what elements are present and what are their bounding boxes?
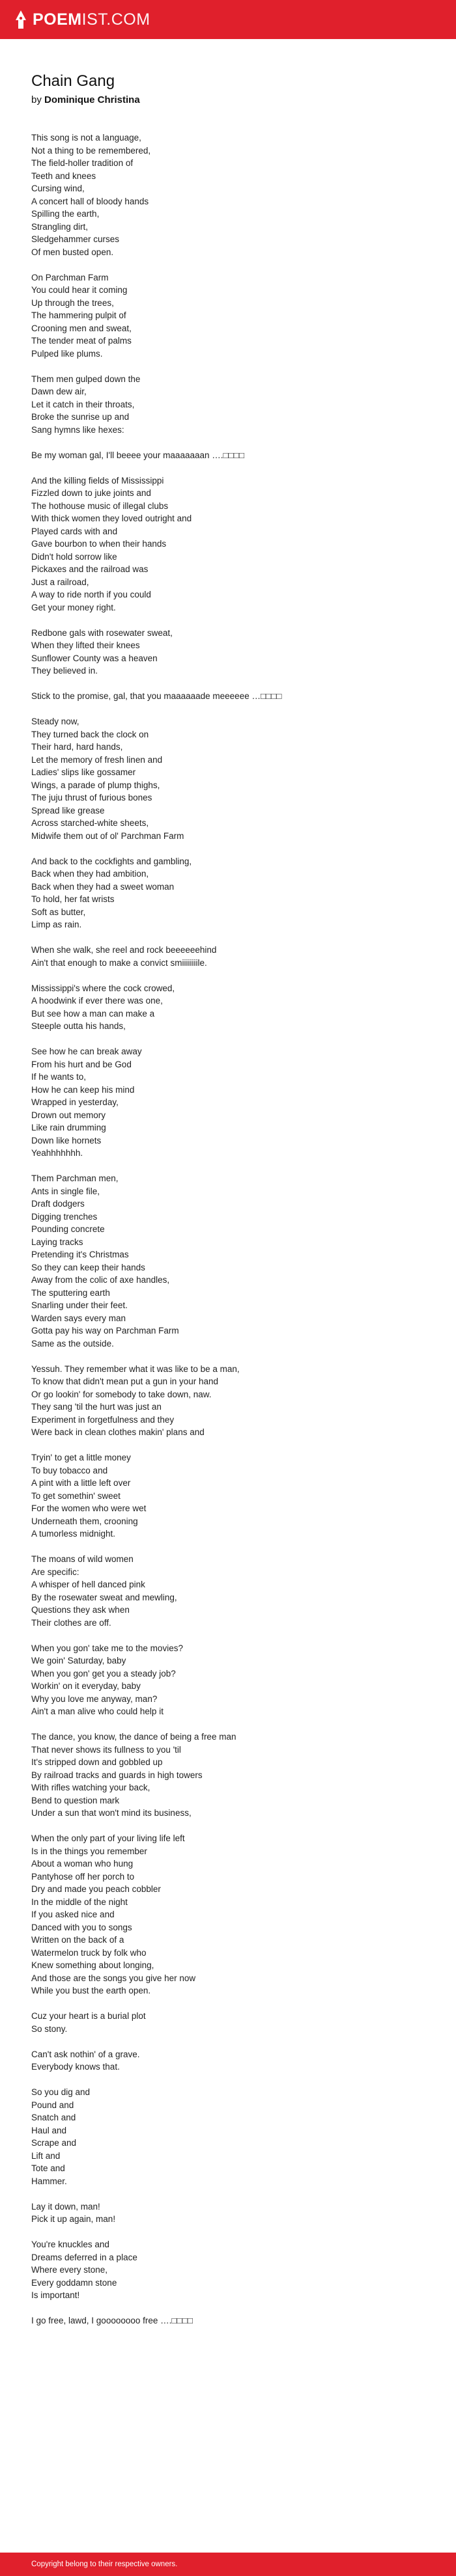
poem-stanza bbox=[31, 474, 422, 614]
site-logo[interactable] bbox=[33, 10, 150, 29]
poem-line: Broke the sunrise up and bbox=[31, 412, 130, 422]
poem-line: Them Parchman men, bbox=[31, 1173, 119, 1183]
poem-line: Limp as rain. bbox=[31, 920, 82, 929]
poem-line: And back to the cockfights and gambling, bbox=[31, 856, 192, 866]
poem-line: Pickaxes and the railroad was bbox=[31, 564, 149, 574]
poem-line: Away from the colic of axe handles, bbox=[31, 1275, 170, 1285]
poem-line: Midwife them out of ol' Parchman Farm bbox=[31, 830, 184, 841]
poem-line: Dreams deferred in a place bbox=[31, 2252, 137, 2262]
poem-line: Sunflower County was a heaven bbox=[31, 653, 158, 663]
poem-line: Pounding concrete bbox=[31, 1224, 105, 1234]
poem-line: Written on the back of a bbox=[31, 1935, 124, 1945]
poem-line: I go free, lawd, I goooooooo free ….□□□□ bbox=[31, 2316, 193, 2325]
poem-line: Yeahhhhhhh. bbox=[31, 1148, 83, 1158]
poem-line: Ain't that enough to make a convict smiiiiiiiile. bbox=[31, 957, 207, 968]
poem-stanza bbox=[31, 1731, 422, 1820]
poem-line: Them men gulped down the bbox=[31, 374, 141, 384]
poem-line: We goin' Saturday, baby bbox=[31, 1656, 126, 1665]
poem-line: Ants in single file, bbox=[31, 1186, 100, 1196]
poem-line: While you bust the earth open. bbox=[31, 1986, 151, 1995]
poem-line: Gave bourbon to when their hands bbox=[31, 539, 167, 549]
poem-line: Tote and bbox=[31, 2163, 65, 2173]
poem-line: They sang 'til the hurt was just an bbox=[31, 1402, 162, 1412]
poem-line: Workin' on it everyday, baby bbox=[31, 1681, 141, 1691]
poem-line: Steady now, bbox=[31, 717, 79, 726]
poem-line: Wrapped in yesterday, bbox=[31, 1097, 119, 1107]
poem-line: Warden says every man bbox=[31, 1313, 126, 1323]
poem-line: Spilling the earth, bbox=[31, 209, 100, 219]
poem-stanza bbox=[31, 627, 422, 678]
poem-line: Pick it up again, man! bbox=[31, 2214, 116, 2224]
poem-line: To hold, her fat wrists bbox=[31, 894, 115, 904]
poem-line: Laying tracks bbox=[31, 1237, 83, 1247]
poem-line: For the women who were wet bbox=[31, 1503, 147, 1513]
poem-line: Pretending it's Christmas bbox=[31, 1250, 129, 1259]
poem-line: From his hurt and be God bbox=[31, 1059, 132, 1069]
poem-line: If he wants to, bbox=[31, 1072, 87, 1082]
poem-stanza bbox=[31, 373, 422, 437]
poem-line: Haul and bbox=[31, 2125, 67, 2135]
poem-line: Same as the outside. bbox=[31, 1338, 114, 1349]
site-footer bbox=[0, 2553, 456, 2576]
poem-line: Sang hymns like hexes: bbox=[31, 424, 124, 435]
poem-line: Like rain drumming bbox=[31, 1123, 106, 1132]
logo-bold-text: POEM bbox=[33, 10, 82, 29]
poem-line: A concert hall of bloody hands bbox=[31, 196, 149, 206]
poem-line: Teeth and knees bbox=[31, 171, 96, 181]
poem-line: Their hard, hard hands, bbox=[31, 742, 123, 752]
poem-line: Cuz your heart is a burial plot bbox=[31, 2011, 146, 2021]
poem-line: Underneath them, crooning bbox=[31, 1516, 138, 1526]
poem-stanza bbox=[31, 2048, 422, 2074]
poem-line: A hoodwink if ever there was one, bbox=[31, 996, 163, 1006]
poem-line: In the middle of the night bbox=[31, 1897, 128, 1907]
poem-line: But see how a man can make a bbox=[31, 1008, 155, 1019]
poem-line: Why you love me anyway, man? bbox=[31, 1693, 158, 1704]
poem-title: Chain Gang bbox=[31, 72, 115, 90]
poem-line: Pound and bbox=[31, 2100, 74, 2110]
poem-line: With thick women they loved outright and bbox=[31, 514, 192, 523]
poem-stanza bbox=[31, 131, 422, 258]
poem-line: Soft as butter, bbox=[31, 907, 86, 917]
poem-line: By the rosewater sweat and mewling, bbox=[31, 1592, 177, 1602]
poem-stanza bbox=[31, 2086, 422, 2187]
poem-line: Ain't a man alive who could help it bbox=[31, 1706, 164, 1716]
poem-line: To get somethin' sweet bbox=[31, 1490, 121, 1501]
poem-line: Steeple outta his hands, bbox=[31, 1021, 126, 1031]
poem-line: Of men busted open. bbox=[31, 247, 114, 257]
poem-stanza bbox=[31, 690, 422, 703]
poem-line: Where every stone, bbox=[31, 2265, 108, 2275]
poem-line: Not a thing to be remembered, bbox=[31, 145, 151, 156]
poem-line: Down like hornets bbox=[31, 1135, 102, 1145]
poem-line: Redbone gals with rosewater sweat, bbox=[31, 627, 173, 638]
poem-line: Were back in clean clothes makin' plans and bbox=[31, 1427, 205, 1437]
poem-line: The field-holler tradition of bbox=[31, 158, 134, 168]
poem-line: Back when they had a sweet woman bbox=[31, 881, 175, 892]
poem-byline bbox=[31, 94, 422, 107]
poem-line: Drown out memory bbox=[31, 1110, 106, 1120]
poem-line: Crooning men and sweat, bbox=[31, 323, 132, 333]
poem-line: It's stripped down and gobbled up bbox=[31, 1757, 163, 1767]
poem-line: Stick to the promise, gal, that you maaaaaade meeeeee …□□□□ bbox=[31, 691, 282, 701]
poem-line: Lay it down, man! bbox=[31, 2201, 100, 2212]
poem-stanza bbox=[31, 944, 422, 969]
poem-line: Back when they had ambition, bbox=[31, 869, 149, 879]
poem-line: Bend to question mark bbox=[31, 1795, 120, 1805]
poem-line: Didn't hold sorrow like bbox=[31, 551, 117, 562]
poem-body bbox=[31, 131, 422, 2327]
poem-line: Their clothes are off. bbox=[31, 1617, 111, 1628]
poem-line: Tryin' to get a little money bbox=[31, 1453, 131, 1462]
poem-line: Be my woman gal, I'll beeee your maaaaaaan ….□□□□ bbox=[31, 450, 245, 460]
poem-line: The dance, you know, the dance of being a free man bbox=[31, 1732, 236, 1742]
poem-line: Snarling under their feet. bbox=[31, 1300, 128, 1310]
poem-line: You're knuckles and bbox=[31, 2240, 109, 2249]
copyright-text: Copyright belong to their respective owners. bbox=[31, 2560, 178, 2568]
poem-line: If you asked nice and bbox=[31, 1910, 115, 1919]
poem-line: Get your money right. bbox=[31, 602, 116, 612]
poem-line: They turned back the clock on bbox=[31, 729, 149, 739]
poem-line: Strangling dirt, bbox=[31, 221, 89, 232]
poem-line: Lift and bbox=[31, 2150, 61, 2161]
poem-line: The sputtering earth bbox=[31, 1287, 110, 1298]
poem-stanza bbox=[31, 271, 422, 361]
poem-line: Is in the things you remember bbox=[31, 1846, 147, 1856]
byline-prefix: by bbox=[31, 94, 42, 105]
poem-line: Let the memory of fresh linen and bbox=[31, 754, 163, 765]
poem-line: How he can keep his mind bbox=[31, 1084, 135, 1095]
poem-author[interactable]: Dominique Christina bbox=[44, 94, 140, 105]
poem-line: Dawn dew air, bbox=[31, 387, 87, 396]
poem-line: Danced with you to songs bbox=[31, 1922, 132, 1932]
poem-stanza bbox=[31, 2010, 422, 2035]
poem-line: Pulped like plums. bbox=[31, 348, 103, 359]
poem-line: Fizzled down to juke joints and bbox=[31, 488, 151, 498]
poem-line: Or go lookin' for somebody to take down, naw. bbox=[31, 1389, 212, 1399]
poem-line: Is important! bbox=[31, 2290, 80, 2300]
poem-line: Mississippi's where the cock crowed, bbox=[31, 983, 175, 993]
poem-line: Snatch and bbox=[31, 2113, 76, 2122]
poem-line: A pint with a little left over bbox=[31, 1478, 131, 1488]
poem-line: You could hear it coming bbox=[31, 285, 128, 295]
poem-line: Under a sun that won't mind its business, bbox=[31, 1808, 192, 1818]
poem-line: Gotta pay his way on Parchman Farm bbox=[31, 1326, 179, 1336]
poem-line: A tumorless midnight. bbox=[31, 1529, 116, 1539]
poem-line: That never shows its fullness to you 'til bbox=[31, 1744, 181, 1755]
poem-line: They believed in. bbox=[31, 666, 98, 676]
poem-stanza bbox=[31, 1451, 422, 1541]
poem-line: Can't ask nothin' of a grave. bbox=[31, 2049, 140, 2059]
poem-line: Scrape and bbox=[31, 2138, 77, 2148]
poem-line: Across starched-white sheets, bbox=[31, 818, 149, 828]
poem-stanza bbox=[31, 2200, 422, 2226]
poem-line: Draft dodgers bbox=[31, 1199, 85, 1209]
poem-line: Dry and made you peach cobbler bbox=[31, 1884, 161, 1894]
poem-line: Questions they ask when bbox=[31, 1605, 130, 1615]
poem-line: Played cards with and bbox=[31, 526, 118, 536]
poem-line: The hammering pulpit of bbox=[31, 310, 126, 320]
pen-nib-icon[interactable] bbox=[14, 10, 27, 29]
poem-line: So you dig and bbox=[31, 2087, 91, 2097]
poem-stanza bbox=[31, 1642, 422, 1718]
poem-line: Experiment in forgetfulness and they bbox=[31, 1414, 175, 1425]
poem-line: Up through the trees, bbox=[31, 297, 114, 308]
poem-line: Hammer. bbox=[31, 2176, 67, 2186]
poem-line: When you gon' get you a steady job? bbox=[31, 1668, 176, 1679]
poem-line: And the killing fields of Mississippi bbox=[31, 475, 164, 486]
poem-line: When you gon' take me to the movies? bbox=[31, 1643, 183, 1653]
poem-line: Watermelon truck by folk who bbox=[31, 1947, 147, 1958]
poem-line: So they can keep their hands bbox=[31, 1262, 145, 1272]
poem-line: Spread like grease bbox=[31, 805, 105, 815]
poem-stanza bbox=[31, 1172, 422, 1350]
poem-line: Ladies' slips like gossamer bbox=[31, 767, 136, 777]
site-header bbox=[0, 0, 456, 39]
poem-line: See how he can break away bbox=[31, 1047, 142, 1056]
poem-line: Are specific: bbox=[31, 1567, 79, 1577]
poem-line: So stony. bbox=[31, 2023, 68, 2034]
poem-line: Just a railroad, bbox=[31, 577, 89, 587]
poem-line: Digging trenches bbox=[31, 1211, 98, 1222]
poem-line: To buy tobacco and bbox=[31, 1465, 108, 1475]
poem-line: Wings, a parade of plump thighs, bbox=[31, 780, 160, 790]
poem-line: The hothouse music of illegal clubs bbox=[31, 500, 169, 511]
poem-line: To know that didn't mean put a gun in your hand bbox=[31, 1377, 219, 1386]
poem-stanza bbox=[31, 855, 422, 931]
poem-stanza bbox=[31, 1363, 422, 1439]
poem-line: This song is not a language, bbox=[31, 133, 141, 143]
poem-line: Cursing wind, bbox=[31, 184, 85, 193]
poem-stanza bbox=[31, 2238, 422, 2302]
poem-stanza bbox=[31, 715, 422, 842]
poem-line: The moans of wild women bbox=[31, 1554, 134, 1564]
poem-line: Pantyhose off her porch to bbox=[31, 1871, 135, 1882]
poem-stanza bbox=[31, 982, 422, 1033]
poem-stanza bbox=[31, 449, 422, 462]
poem-line: About a woman who hung bbox=[31, 1859, 134, 1869]
poem-stanza bbox=[31, 1553, 422, 1629]
poem-line: The juju thrust of furious bones bbox=[31, 793, 152, 802]
poem-line: Yessuh. They remember what it was like to be a man, bbox=[31, 1363, 240, 1374]
poem-line: And those are the songs you give her now bbox=[31, 1973, 196, 1983]
poem-line: By railroad tracks and guards in high towers bbox=[31, 1770, 203, 1780]
logo-light-text: IST.COM bbox=[81, 10, 150, 29]
poem-line: On Parchman Farm bbox=[31, 272, 109, 282]
poem-line: When she walk, she reel and rock beeeeeehind bbox=[31, 945, 217, 955]
poem-line: A whisper of hell danced pink bbox=[31, 1580, 145, 1589]
poem-line: When the only part of your living life left bbox=[31, 1833, 185, 1843]
poem-line: The tender meat of palms bbox=[31, 336, 132, 346]
poem-line: Everybody knows that. bbox=[31, 2062, 120, 2072]
poem-line: With rifles watching your back, bbox=[31, 1783, 150, 1792]
poem-stanza bbox=[31, 1832, 422, 1997]
poem-line: When they lifted their knees bbox=[31, 640, 140, 650]
poem-line: Sledgehammer curses bbox=[31, 234, 120, 244]
poem-line: Knew something about longing, bbox=[31, 1960, 154, 1970]
poem-line: Let it catch in their throats, bbox=[31, 399, 135, 409]
poem-article bbox=[31, 72, 422, 2340]
poem-line: Every goddamn stone bbox=[31, 2277, 117, 2288]
poem-line: A way to ride north if you could bbox=[31, 590, 151, 599]
poem-stanza bbox=[31, 2314, 422, 2327]
poem-stanza bbox=[31, 1045, 422, 1160]
